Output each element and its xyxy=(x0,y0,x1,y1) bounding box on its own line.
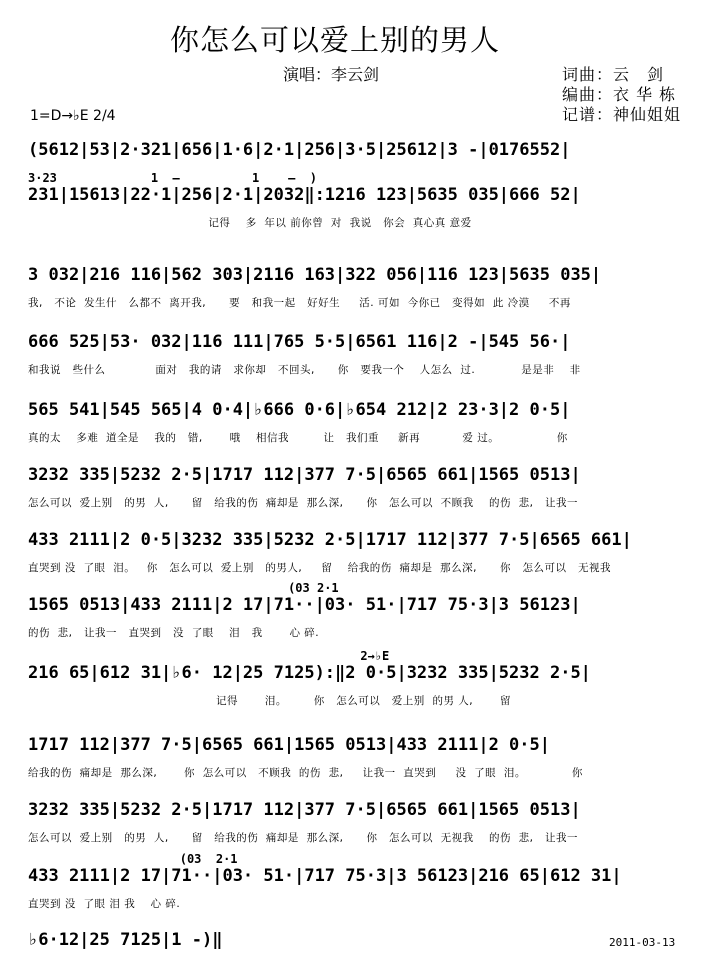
staff-notes: 433 2111|2 0·5|3232 335|5232 2·5|1717 112|377 7·5|6565 661| xyxy=(28,530,632,550)
transcription-date: 2011-03-13 xyxy=(609,936,676,949)
staff-lyrics: 怎么可以 爱上别 的男 人, 留 给我的伤 痛却是 那么深, 你 怎么可以 无视我 的伤 悲, 让我一 xyxy=(28,832,579,844)
staff-notes: 666 525|53· 032|116 111|765 5·5|6561 116|2 -|545 56·| xyxy=(28,332,571,352)
song-title: 你怎么可以爱上别的男人 xyxy=(169,23,500,57)
staff-notes: 216 65|612 31|♭6· 12|25 7125):‖2 0·5|3232 335|5232 2·5| xyxy=(28,663,591,683)
staff-notes: 3232 335|5232 2·5|1717 112|377 7·5|6565 661|1565 0513| xyxy=(28,465,581,485)
staff-notes: 3232 335|5232 2·5|1717 112|377 7·5|6565 661|1565 0513| xyxy=(28,800,581,820)
arranger-credit: 编曲：衣 华 栋 xyxy=(562,85,677,104)
staff-lyrics: 真的太 多难 道全是 我的 错, 哦 相信我 让 我们重 新再 爱 过。 你 xyxy=(28,432,568,444)
staff-upper-voice: (03 2·1 xyxy=(28,852,238,866)
staff-notes: (5612|53|2·321|656|1·6|2·1|256|3·5|25612|3 -|0176552| xyxy=(28,140,571,160)
staff-notes: 433 2111|2 17|71··|03· 51·|717 75·3|3 56123|216 65|612 31| xyxy=(28,866,622,886)
staff-lyrics: 和我说 些什么 面对 我的请 求你却 不回头, 你 要我一个 人怎么 过. 是是非 非 xyxy=(28,364,581,376)
staff-lyrics: 怎么可以 爱上别 的男 人, 留 给我的伤 痛却是 那么深, 你 怎么可以 不顾我 的伤 悲, 让我一 xyxy=(28,497,579,509)
staff-lyrics: 直哭到 没 了眼 泪 我 心 碎. xyxy=(28,898,181,910)
staff-notes: 3 032|216 116|562 303|2116 163|322 056|116 123|5635 035| xyxy=(28,265,602,285)
staff-lyrics: 记得 多 年以 前你曾 对 我说 你会 真心真 意爱 xyxy=(28,217,472,229)
staff-upper-voice: (03 2·1 xyxy=(28,581,339,595)
lyricist-composer-credit: 词曲：云 剑 xyxy=(562,65,665,84)
performer-credit: 演唱：李云剑 xyxy=(283,65,380,84)
staff-lyrics: 我, 不论 发生什 么都不 离开我, 要 和我一起 好好生 活. 可如 今你已 变得如 此 冷漠 不再 xyxy=(28,297,571,309)
transcriber-credit: 记谱：神仙姐姐 xyxy=(562,105,682,124)
staff-notes: 1565 0513|433 2111|2 17|71··|03· 51·|717 75·3|3 56123| xyxy=(28,595,581,615)
key-signature: 1=D→♭E 2/4 xyxy=(30,108,116,124)
staff-notes: 231|15613|22·1|256|2·1|2032‖:1216 123|5635 035|666 52| xyxy=(28,185,581,205)
staff-notes: 565 541|545 565|4 0·4|♭666 0·6|♭654 212|2 23·3|2 0·5| xyxy=(28,400,571,420)
staff-lyrics: 记得 泪。 你 怎么可以 爱上别 的男 人, 留 xyxy=(28,695,512,707)
staff-lyrics: 直哭到 没 了眼 泪。 你 怎么可以 爱上别 的男人, 留 给我的伤 痛却是 那么深, 你 怎么可以 无视我 xyxy=(28,562,612,574)
staff-notes: 1717 112|377 7·5|6565 661|1565 0513|433 2111|2 0·5| xyxy=(28,735,550,755)
staff-upper-voice: 2→♭E xyxy=(28,649,390,663)
staff-notes: ♭6·12|25 7125|1 -)‖ xyxy=(28,930,223,950)
staff-lyrics: 的伤 悲, 让我一 直哭到 没 了眼 泪 我 心 碎. xyxy=(28,627,320,639)
staff-upper-voice: 3·23 1 – 1 – ) xyxy=(28,171,317,185)
staff-lyrics: 给我的伤 痛却是 那么深, 你 怎么可以 不顾我 的伤 悲, 让我一 直哭到 没 了眼 泪。 你 xyxy=(28,767,583,779)
